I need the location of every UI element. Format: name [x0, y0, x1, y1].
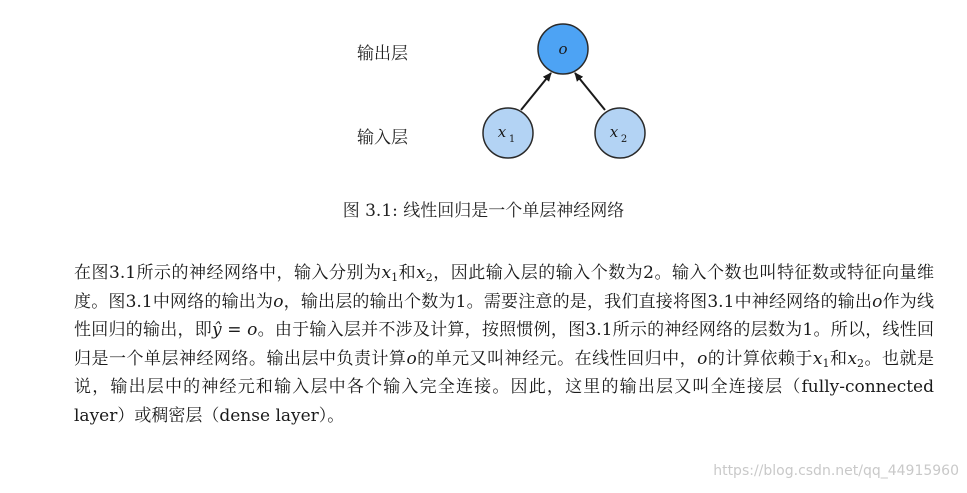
math-x2: $x_2$	[416, 263, 433, 284]
output-node	[538, 24, 588, 74]
output-node-label: o	[558, 40, 568, 58]
input-node-1	[483, 108, 533, 158]
text-segment: 作为线性回归的输出，即	[74, 291, 934, 340]
input-node-2-subscript: 2	[620, 134, 628, 145]
text-segment: ，因此输入层的输入个数为2。输入个数也叫特征数或特征向量维度。图3.1中网络的输出为	[74, 263, 934, 312]
text-segment: 和	[829, 348, 848, 369]
math-o: o	[697, 348, 708, 369]
math-o: o	[872, 291, 883, 312]
figure-caption: 图 3.1: 线性回归是一个单层神经网络	[342, 201, 625, 221]
math-x2: $x_2$	[847, 348, 865, 370]
edge-x2-to-o	[575, 73, 605, 110]
math-o: o	[273, 291, 284, 312]
input-node-1-subscript: 1	[508, 134, 516, 145]
network-graph	[0, 0, 967, 180]
edge-x1-to-o	[521, 73, 551, 110]
text-segment: 。由于输入层并不涉及计算，按照惯例，图3.1所示的神经网络的层数为1。所以，线性回归是一个单层神经网络。输出层中负责计算	[74, 320, 934, 369]
neural-network-diagram	[0, 0, 967, 180]
text-segment: 的计算依赖于	[707, 348, 813, 369]
math-x1: $x_1$	[381, 263, 399, 284]
output-layer-label: 输出层	[357, 44, 408, 64]
text-segment: ，输出层的输出个数为1。需要注意的是，我们直接将图3.1中神经网络的输出	[283, 291, 873, 312]
input-layer-label: 输入层	[357, 128, 408, 148]
input-node-1-label: x	[497, 123, 507, 141]
text-segment: 在图3.1所示的神经网络中，输入分别为	[74, 263, 382, 283]
text-segment: 。也就是说，输出层中的神经元和输入层中各个输入完全连接。因此，这里的输出层又叫全连接层（fully-connected layer）或稠密层（dense layer）。	[74, 348, 935, 426]
body-paragraph	[74, 259, 934, 430]
input-node-2	[595, 108, 645, 158]
watermark-url: https://blog.csdn.net/qq_44915960	[713, 463, 959, 479]
text-segment: 和	[398, 263, 417, 283]
math-x1: $x_1$	[812, 348, 830, 370]
math-yhat-equals-o: ŷ = o	[212, 320, 258, 340]
text-segment: 的单元又叫神经元。在线性回归中，	[416, 348, 698, 369]
math-o: o	[406, 348, 417, 369]
input-node-2-label: x	[609, 123, 619, 141]
